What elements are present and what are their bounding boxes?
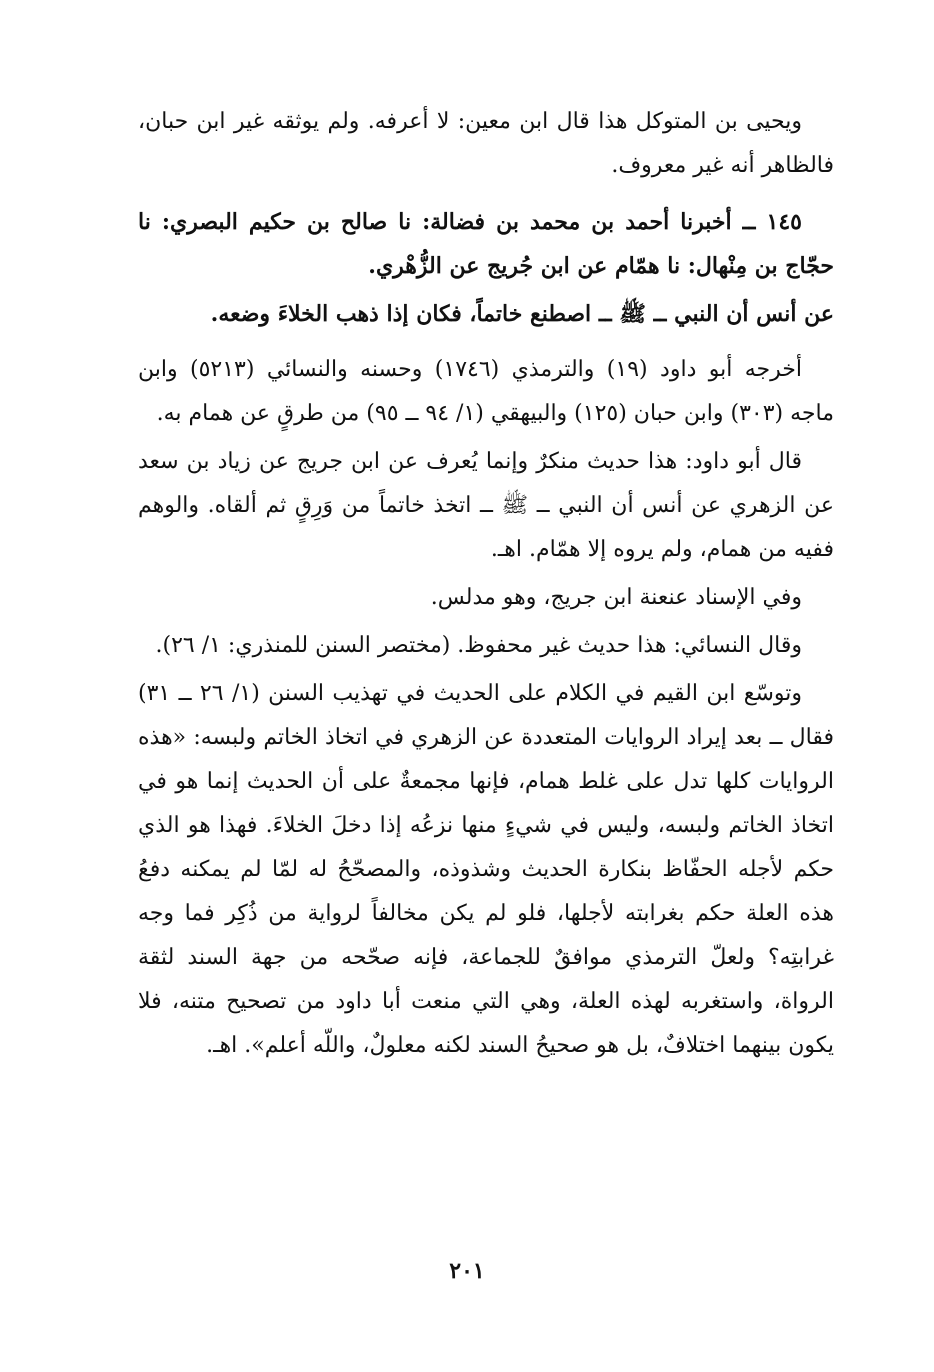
paragraph-hadith-matn: عن أنس أن النبي ــ ﷺ ــ اصطنع خاتماً، فكان إذا ذهب الخلاءَ وضعه. [210, 301, 834, 327]
page-number: ٢٠١ [449, 1258, 485, 1284]
paragraph-ibn-qayyim-quote: وتوسّع ابن القيم في الكلام على الحديث في تهذيب السنن (١/ ٢٦ ــ ٣١) فقال ــ بعد إيراد الروايات المتعددة عن الزهري في اتخاذ الخاتم ولبسه: «هذه الروايات كلها تدل على غلط همام، فإنها مجمعةٌ على أن الحديث إنما هو في اتخاذ الخاتم ولبسه، وليس في شيءٍ منها نزعُه إذا دخلَ الخلاءَ. فهذا هو الذي حكم لأجله الحفّاظ بنكارة الحديث وشذوذه، والمصحّحُ له لمّا لم يمكنه دفعُ هذه العلة حكم بغرابته لأجلها، فلو لم يكن مخالفاً لرواية من ذُكِر فما وجه غرابتِه؟ ولعلّ الترمذي موافقٌ للجماعة، فإنه صحّحه من جهة السند لثقة الرواة، واستغربه لهذه العلة، وهي التي منعت أبا داود من تصحيح متنه، فلا يكون بينهما اختلافٌ، بل هو صحيحُ السند لكنه معلولٌ، واللّه أعلم». اهـ. [138, 681, 834, 1058]
page-body [138, 100, 834, 1068]
paragraph-nasai-comment: وقال النسائي: هذا حديث غير محفوظ. (مختصر السنن للمنذري: ١/ ٢٦). [155, 633, 802, 658]
paragraph-takhrij: أخرجه أبو داود (١٩) والترمذي (١٧٤٦) وحسنه والنسائي (٥٢١٣) وابن ماجه (٣٠٣) وابن حبان (١٢٥) والبيهقي (١/ ٩٤ ــ ٩٥) من طرقٍ عن همام به. [138, 357, 834, 426]
paragraph-isnad-note: وفي الإسناد عنعنة ابن جريج، وهو مدلس. [430, 585, 802, 610]
paragraph-abu-dawud-comment: قال أبو داود: هذا حديث منكرٌ وإنما يُعرف عن ابن جريج عن زياد بن سعد عن الزهري عن أنس أن النبي ــ ﷺ ــ اتخذ خاتماً من وَرِقٍ ثم ألقاه. والوهم ففيه من همام، ولم يروه إلا همّام. اهـ. [138, 449, 834, 562]
paragraph-narrator-note: ويحيى بن المتوكل هذا قال ابن معين: لا أعرفه. ولم يوثقه غير ابن حبان، فالظاهر أنه غير معروف. [138, 109, 834, 178]
paragraph-hadith-isnad: ١٤٥ ــ أخبرنا أحمد بن محمد بن فضالة: نا صالح بن حكيم البصري: نا حجّاج بن مِنْهال: نا همّام عن ابن جُريج عن الزُّهْري. [138, 209, 834, 279]
